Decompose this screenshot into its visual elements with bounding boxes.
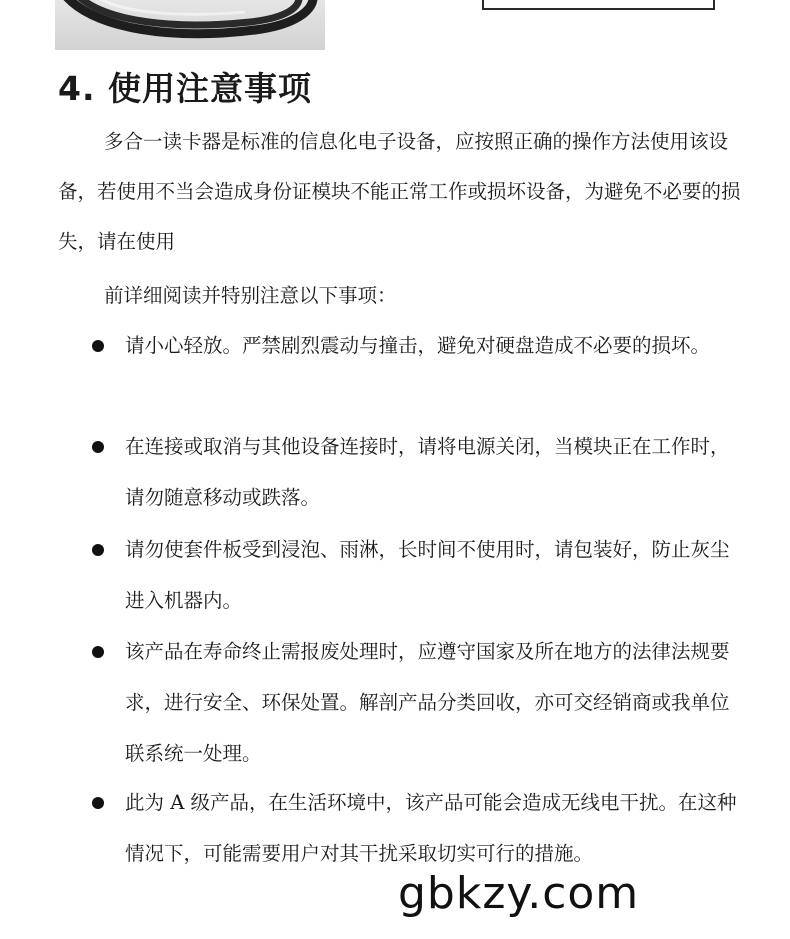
list-item-text: 在连接或取消与其他设备连接时，请将电源关闭，当模块正在工作时，请勿随意移动或跌落。 xyxy=(125,435,730,509)
cable-illustration xyxy=(55,0,325,50)
watermark: gbkzy.com xyxy=(398,868,640,919)
product-photo xyxy=(55,0,325,50)
intro-paragraph-continued: 前详细阅读并特别注意以下事项： xyxy=(104,284,397,307)
bullet-icon xyxy=(92,441,104,453)
section-title: 4. 使用注意事项 xyxy=(58,69,312,108)
intro-paragraph: 多合一读卡器是标准的信息化电子设备，应按照正确的操作方法使用该设备，若使用不当会造成身份证模块不能正常工作或损坏设备，为避免不必要的损失，请在使用 xyxy=(58,130,741,253)
list-item-text: 该产品在寿命终止需报废处理时，应遵守国家及所在地方的法律法规要求，进行安全、环保处置。解剖产品分类回收，亦可交经销商或我单位联系统一处理。 xyxy=(125,640,730,765)
image-frame xyxy=(482,0,715,10)
list-item-text: 请小心轻放。严禁剧烈震动与撞击，避免对硬盘造成不必要的损坏。 xyxy=(125,334,711,357)
list-item-text: 请勿使套件板受到浸泡、雨淋，长时间不使用时，请包装好，防止灰尘进入机器内。 xyxy=(125,538,730,612)
bullet-icon xyxy=(92,646,104,658)
bullet-icon xyxy=(92,544,104,556)
bullet-icon xyxy=(92,797,104,809)
list-item-text: 此为 A 级产品，在生活环境中，该产品可能会造成无线电干扰。在这种情况下，可能需要用户对其干扰采取切实可行的措施。 xyxy=(125,791,737,865)
bullet-icon xyxy=(92,340,104,352)
